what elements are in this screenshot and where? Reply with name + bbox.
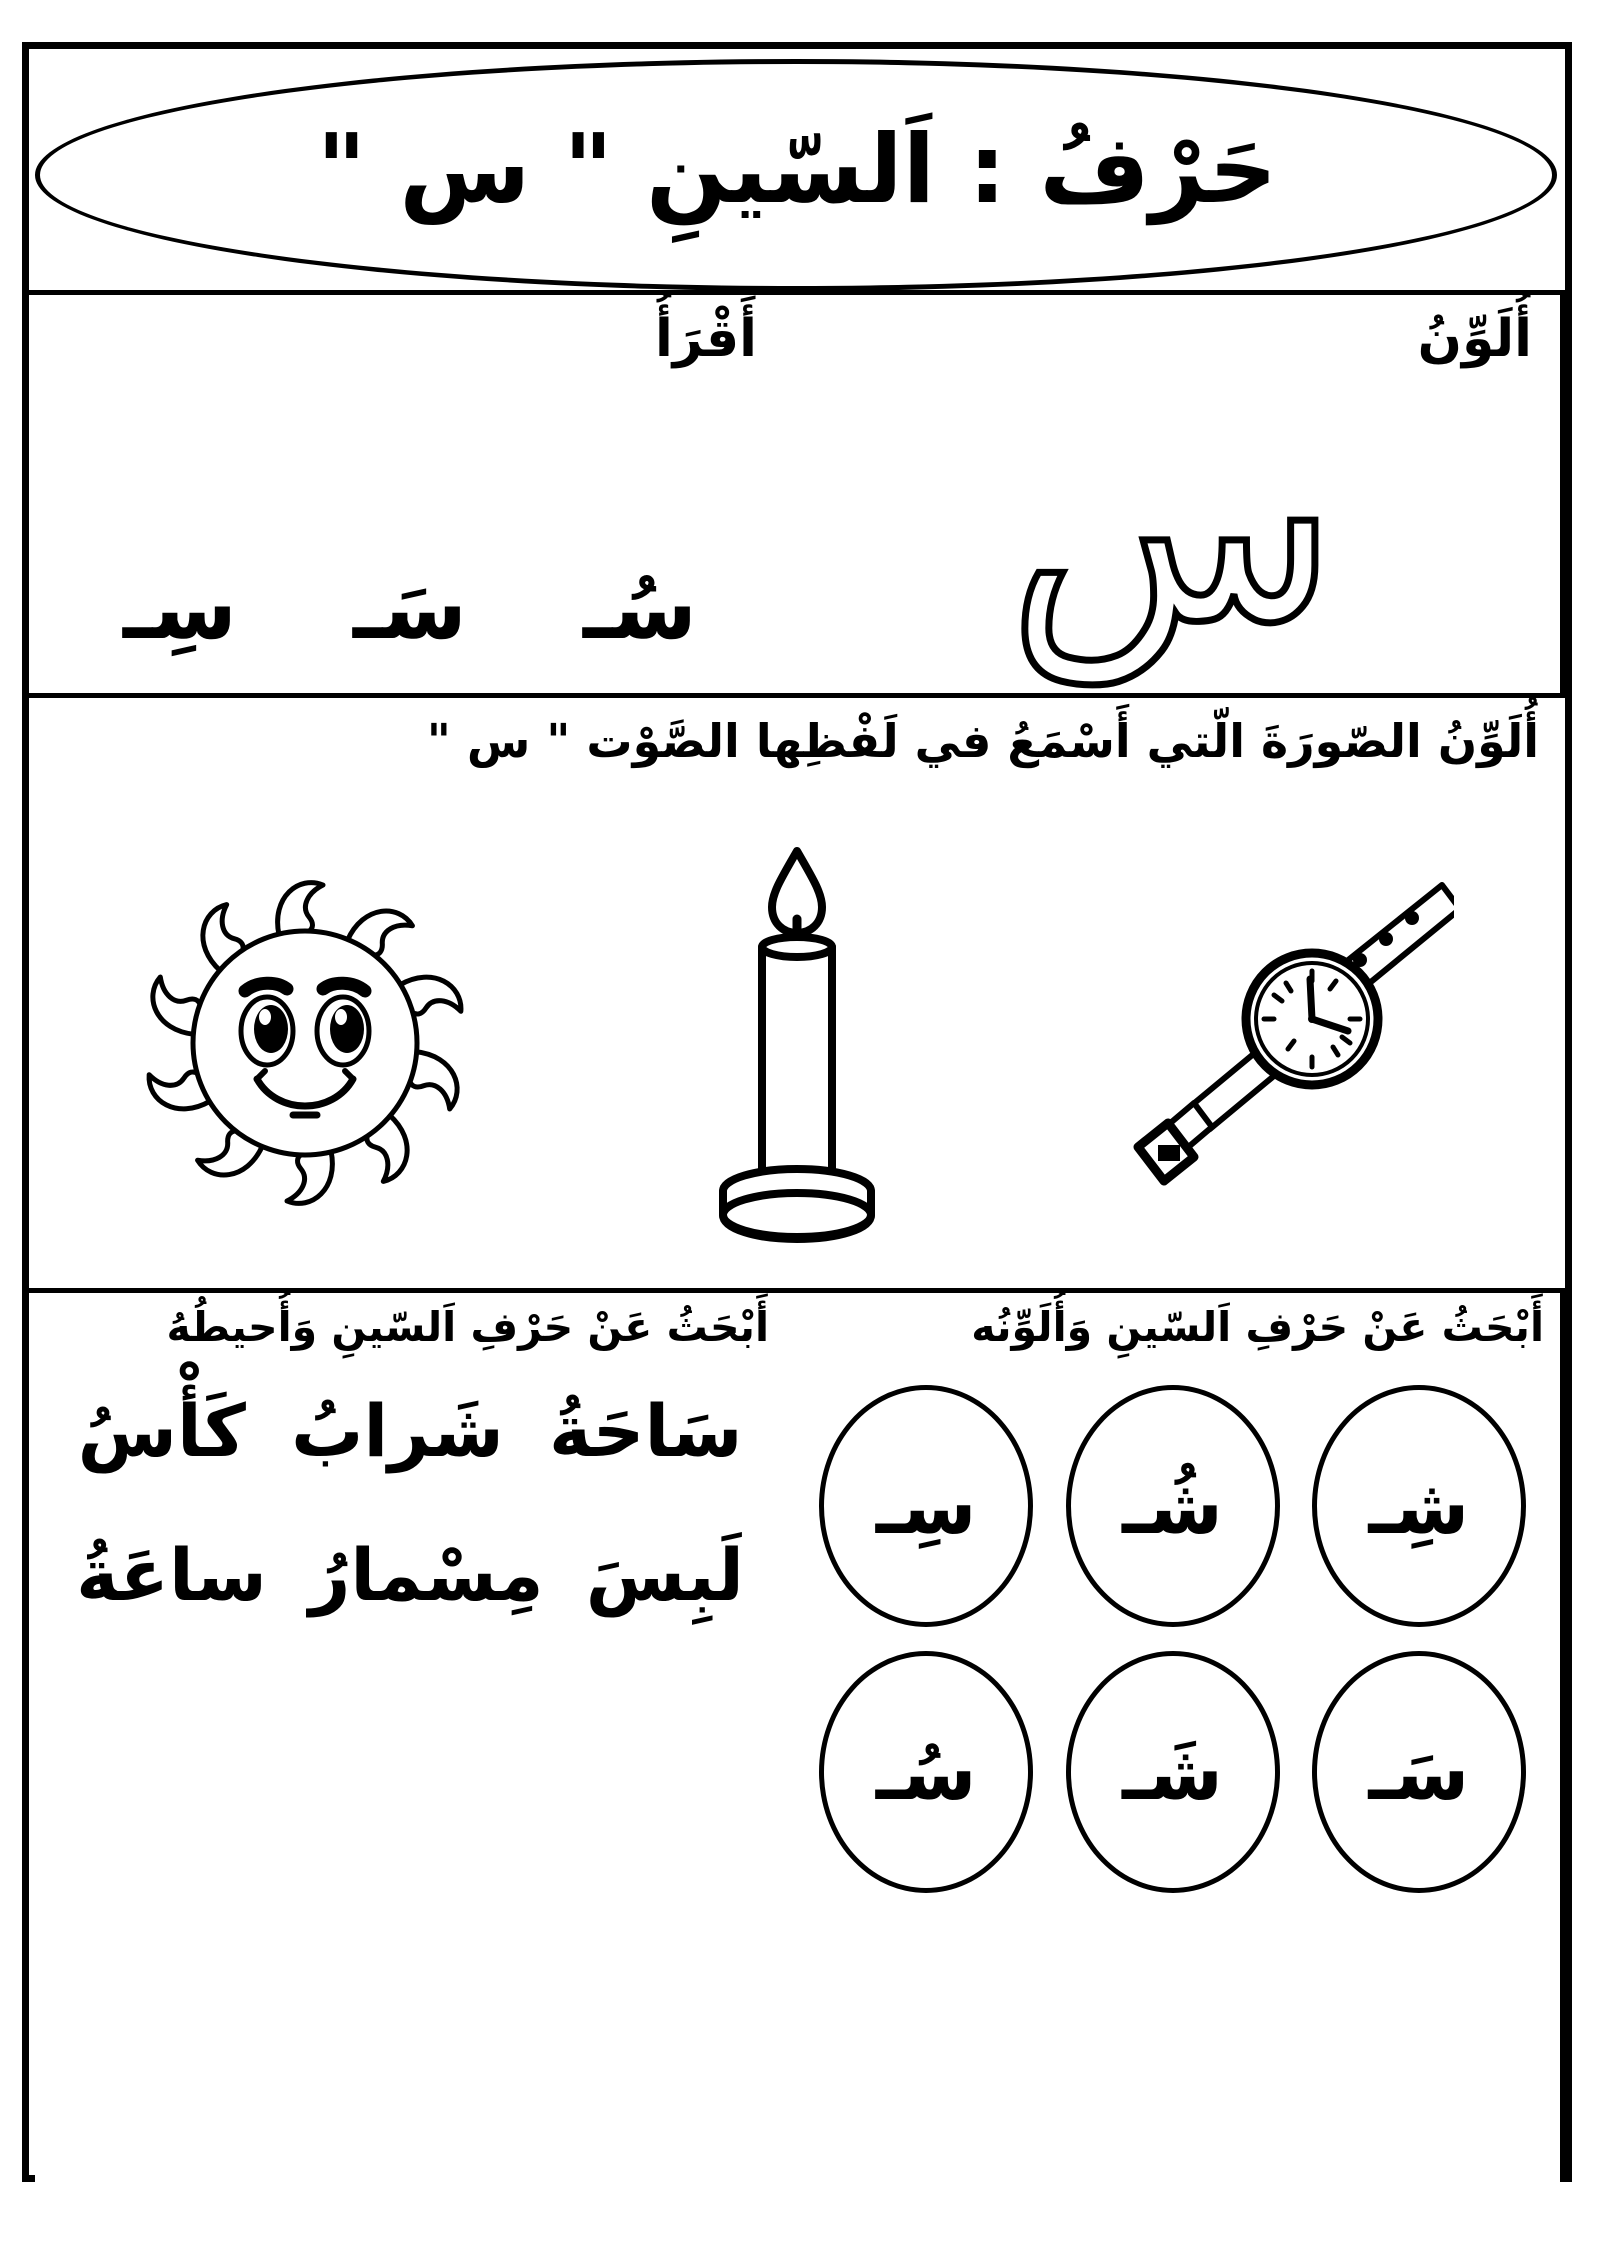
color-letter-heading: أُلَوِّنُ — [1417, 309, 1532, 369]
word-item[interactable]: شَرابُ — [291, 1389, 504, 1473]
wristwatch-picture[interactable] — [1124, 823, 1454, 1263]
letter-circle[interactable]: سُـ — [819, 1651, 1033, 1893]
row-exercises — [29, 1293, 1565, 2182]
color-picture-instruction: أُلَوِّنُ الصّورَةَ الّتي أَسْمَعُ في لَفْظِها الصَّوْت " س " — [426, 714, 1539, 768]
picture-strip — [59, 808, 1535, 1278]
word-item[interactable]: سَاحَةُ — [548, 1389, 743, 1473]
find-letter-heading: أَبْحَثُ عَنْ حَرْفِ اَلسّينِ وَأُحيطُهُ — [166, 1303, 769, 1351]
page-title: حَرْفُ : اَلسّينِ " س " — [316, 114, 1278, 225]
word-item[interactable]: لَبِسَ — [585, 1533, 744, 1617]
syllable-item: سَـ — [353, 558, 467, 659]
word-grid — [55, 1389, 765, 1617]
word-row — [55, 1389, 765, 1473]
word-item[interactable]: كَأْسُ — [77, 1389, 246, 1473]
sun-picture[interactable] — [140, 823, 470, 1263]
candle-icon — [632, 823, 962, 1263]
syllable-item: سُـ — [583, 558, 697, 659]
word-row — [55, 1533, 765, 1617]
circle-letter-panel — [785, 1293, 1565, 2182]
letter-circle[interactable]: سِـ — [819, 1385, 1033, 1627]
title-band — [29, 49, 1565, 295]
wristwatch-icon — [1124, 823, 1454, 1263]
read-panel — [35, 295, 785, 693]
syllable-row — [65, 556, 755, 664]
color-picture-panel — [29, 693, 1565, 1293]
candle-picture[interactable] — [632, 823, 962, 1263]
read-heading: أَقْرَأُ — [654, 309, 757, 369]
syllable-item: سِـ — [123, 558, 237, 659]
sun-icon — [140, 823, 470, 1263]
circle-row — [803, 1651, 1542, 1893]
circle-grid — [803, 1385, 1542, 1893]
word-item[interactable]: مِسْمارُ — [308, 1533, 544, 1617]
letter-circle[interactable]: شَـ — [1066, 1651, 1280, 1893]
letter-circle[interactable]: سَـ — [1312, 1651, 1526, 1893]
row-color-and-read — [29, 295, 1565, 693]
letter-circle[interactable]: شُـ — [1066, 1385, 1280, 1627]
circle-letter-heading: أَبْحَثُ عَنْ حَرْفِ اَلسّينِ وَأُلَوِّنُه — [971, 1303, 1544, 1351]
outline-letter-seen[interactable]: س — [1007, 368, 1338, 683]
color-letter-panel — [785, 295, 1565, 693]
circle-row — [803, 1385, 1542, 1627]
find-letter-panel — [35, 1293, 785, 2182]
letter-circle[interactable]: شِـ — [1312, 1385, 1526, 1627]
word-item[interactable]: ساعَةُ — [76, 1533, 267, 1617]
worksheet-sheet — [22, 42, 1572, 2182]
